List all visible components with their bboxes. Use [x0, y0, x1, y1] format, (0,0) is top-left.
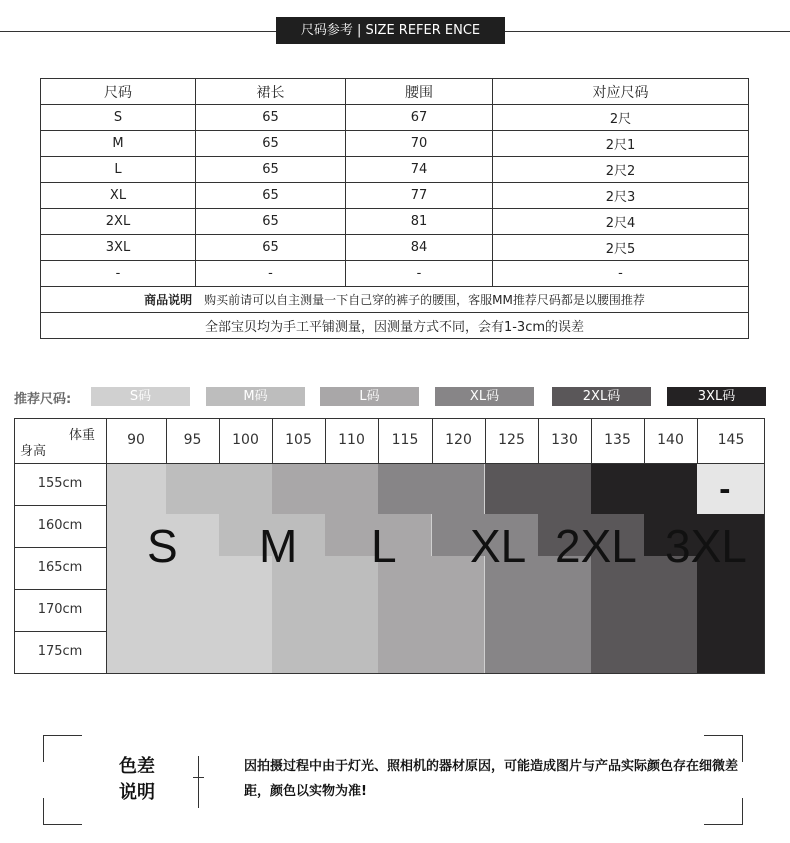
weight-label: 110: [338, 432, 365, 448]
corner-height-label: 身高: [20, 444, 47, 459]
size-block-xl-bottom: [485, 556, 591, 673]
note-row: [41, 287, 749, 313]
cell-corresponding-size: 2尺2: [493, 157, 749, 183]
color-diff-title-line2: 说明: [119, 782, 155, 803]
grid-col-line: [764, 418, 765, 674]
height-label: 170cm: [37, 602, 83, 617]
cell-size: 3XL: [41, 235, 196, 261]
grid-col-line: [485, 418, 486, 463]
table-row: [41, 157, 749, 183]
grid-row-line: [14, 631, 106, 632]
color-diff-divider-tick: [193, 777, 204, 778]
height-label: 160cm: [37, 518, 83, 533]
height-label: 155cm: [37, 476, 83, 491]
weight-label: 125: [498, 432, 525, 448]
cell-corresponding-size: 2尺1: [493, 131, 749, 157]
size-block-2xl-top: [485, 463, 591, 514]
no-size-dash: -: [719, 473, 731, 506]
weight-label: 120: [445, 432, 472, 448]
cell-skirt-length: 65: [196, 183, 346, 209]
size-block-3xl-bottom: [697, 556, 765, 673]
cell-size: -: [41, 261, 196, 287]
cell-skirt-length: 65: [196, 209, 346, 235]
size-label-s: S: [147, 520, 178, 572]
cell-corresponding-size: 2尺3: [493, 183, 749, 209]
cell-waist: 81: [346, 209, 493, 235]
cell-waist: -: [346, 261, 493, 287]
recommend-size-3: XL码: [435, 387, 534, 406]
cell-waist: 77: [346, 183, 493, 209]
grid-col-line: [538, 418, 539, 463]
header-line-right: [505, 31, 790, 32]
size-block-xl-top: [378, 463, 484, 514]
grid-row-line: [14, 589, 106, 590]
cell-skirt-length: 65: [196, 157, 346, 183]
recommend-size-0: S码: [91, 387, 190, 406]
table-row: [41, 261, 749, 287]
cell-waist: 84: [346, 235, 493, 261]
bracket-top-left: [43, 735, 82, 762]
header-corresponding-size: 对应尺码: [493, 79, 749, 105]
header-waist: 腰围: [346, 79, 493, 105]
color-diff-divider: [198, 756, 199, 808]
cell-corresponding-size: 2尺4: [493, 209, 749, 235]
table-row: [41, 209, 749, 235]
cell-corresponding-size: 2尺5: [493, 235, 749, 261]
cell-corresponding-size: 2尺: [493, 105, 749, 131]
weight-label: 90: [127, 432, 145, 448]
grid-col-line: [378, 418, 379, 463]
cell-size: L: [41, 157, 196, 183]
size-block-3xl-top: [591, 463, 697, 514]
size-reference-title: 尺码参考 | SIZE REFER ENCE: [276, 17, 505, 44]
measurement-note-row: [41, 313, 749, 339]
header-line-left: [0, 31, 276, 32]
note-label: 商品说明: [144, 293, 193, 307]
cell-skirt-length: 65: [196, 131, 346, 157]
grid-row-line: [14, 547, 106, 548]
recommend-size-4: 2XL码: [552, 387, 651, 406]
size-label-m: M: [259, 520, 298, 572]
size-block-l-bottom: [378, 556, 484, 673]
grid-col-line: [325, 418, 326, 463]
grid-col-line: [644, 418, 645, 463]
height-label: 175cm: [37, 644, 83, 659]
cell-size: M: [41, 131, 196, 157]
weight-label: 115: [391, 432, 419, 448]
table-header-row: [41, 79, 749, 105]
cell-waist: 70: [346, 131, 493, 157]
cell-size: 2XL: [41, 209, 196, 235]
grid-row-line: [14, 673, 765, 674]
recommend-label: 推荐尺码:: [14, 392, 72, 407]
grid-row-line: [14, 418, 765, 419]
recommend-size-2: L码: [320, 387, 419, 406]
weight-label: 135: [604, 432, 631, 448]
recommend-size-5: 3XL码: [667, 387, 766, 406]
header-size: 尺码: [41, 79, 196, 105]
recommend-size-1: M码: [206, 387, 305, 406]
size-label-xl: XL: [470, 520, 527, 572]
size-label-l: L: [371, 520, 397, 572]
table-row: [41, 131, 749, 157]
weight-label: 140: [657, 432, 684, 448]
cell-size: XL: [41, 183, 196, 209]
weight-label: 130: [551, 432, 578, 448]
size-table: [40, 78, 749, 339]
grid-col-line: [432, 418, 433, 463]
table-row: [41, 235, 749, 261]
cell-waist: 67: [346, 105, 493, 131]
grid-col-line: [219, 418, 220, 463]
size-block-m-top: [166, 463, 272, 514]
size-label-2xl: 2XL: [555, 520, 637, 572]
grid-col-line: [14, 418, 15, 674]
cell-skirt-length: -: [196, 261, 346, 287]
size-block-m-bottom: [272, 556, 378, 673]
size-chart-grid: [14, 418, 765, 674]
weight-label: 145: [717, 432, 745, 448]
header-skirt-length: 裙长: [196, 79, 346, 105]
cell-corresponding-size: -: [493, 261, 749, 287]
grid-col-line: [272, 418, 273, 463]
size-label-3xl: 3XL: [665, 520, 747, 572]
weight-label: 100: [232, 432, 259, 448]
grid-row-line: [14, 463, 765, 464]
grid-row-line: [14, 505, 106, 506]
table-row: [41, 183, 749, 209]
size-block-none: [697, 463, 765, 514]
color-diff-title-line1: 色差: [119, 756, 155, 777]
color-diff-text: 因拍摄过程中由于灯光、照相机的器材原因，可能造成图片与产品实际颜色存在细微差距，颜色以实物为准!: [244, 759, 739, 799]
cell-skirt-length: 65: [196, 105, 346, 131]
weight-label: 105: [285, 432, 312, 448]
grid-col-line: [166, 418, 167, 463]
grid-col-line: [591, 418, 592, 463]
measurement-note: 全部宝贝均为手工平铺测量，因测量方式不同，会有1-3cm的误差: [41, 313, 749, 339]
weight-label: 95: [183, 432, 202, 448]
size-block-l-top: [272, 463, 378, 514]
cell-size: S: [41, 105, 196, 131]
bracket-bottom-left: [43, 798, 82, 825]
cell-skirt-length: 65: [196, 235, 346, 261]
note-text: 购买前请可以自主测量一下自己穿的裤子的腰围，客服MM推荐尺码都是以腰围推荐: [204, 293, 645, 307]
color-diff-title: [116, 754, 158, 806]
cell-waist: 74: [346, 157, 493, 183]
grid-col-line: [697, 418, 698, 463]
corner-weight-label: 体重: [69, 428, 96, 443]
height-label: 165cm: [37, 560, 83, 575]
table-row: [41, 105, 749, 131]
size-block-2xl-bottom: [591, 556, 697, 673]
grid-col-line: [106, 418, 107, 674]
